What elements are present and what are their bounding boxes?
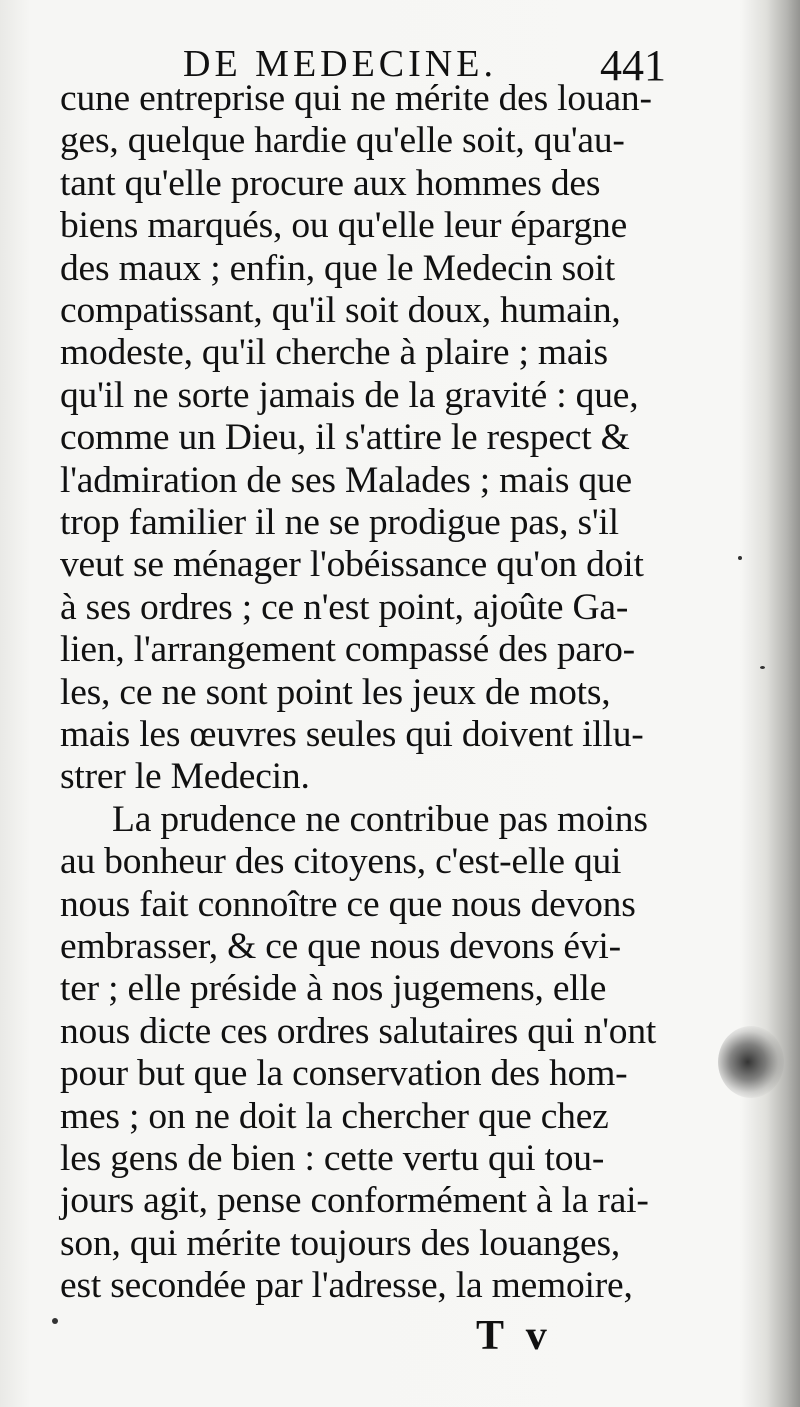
text-line: au bonheur des citoyens, c'est-elle qui — [60, 841, 622, 883]
text-line: trop familier il ne se prodigue pas, s'il — [60, 502, 619, 543]
text-line: tant qu'elle procure aux hommes des — [60, 162, 601, 204]
text-line: modeste, qu'il cherche à plaire ; mais — [60, 332, 608, 374]
text-line: compatissant, qu'il soit doux, humain, — [60, 290, 621, 331]
text-line: mais les œuvres seules qui doivent illu- — [60, 714, 644, 755]
text-line: les gens de bien : cette vertu qui tou- — [60, 1138, 605, 1179]
text-line: les, ce ne sont point les jeux de mots, — [60, 671, 611, 713]
text-line: veut se ménager l'obéissance qu'on doit — [60, 544, 644, 586]
signature-mark: T v — [476, 1313, 553, 1359]
text-line: son, qui mérite toujours des louanges, — [60, 1222, 621, 1264]
text-line: ter ; elle préside à nos jugemens, elle — [60, 968, 607, 1010]
text-line: jours agit, pense conformément à la rai- — [60, 1180, 649, 1222]
text-line: comme un Dieu, il s'attire le respect & — [60, 417, 630, 459]
text-line: pour but que la conservation des hom- — [60, 1053, 628, 1095]
running-title: DE MEDECINE. — [183, 43, 497, 85]
text-line: qu'il ne sorte jamais de la gravité : que, — [60, 374, 639, 416]
page-number: 441 — [600, 41, 666, 90]
text-line: biens marqués, ou qu'elle leur épargne — [60, 205, 628, 247]
text-line: cune entreprise qui ne mérite des louan- — [60, 78, 652, 119]
text-line: embrasser, & ce que nous devons évi- — [60, 926, 621, 967]
text-line: mes ; on ne doit la chercher que chez — [60, 1095, 609, 1137]
text-line: est secondée par l'adresse, la memoire, — [60, 1265, 633, 1307]
text-line: nous fait connoître ce que nous devons — [60, 883, 636, 925]
text-line: à ses ordres ; ce n'est point, ajoûte Ga- — [60, 586, 629, 628]
page-spine-shadow — [766, 0, 800, 1407]
text-line: l'admiration de ses Malades ; mais que — [60, 459, 632, 501]
text-line: ges, quelque hardie qu'elle soit, qu'au- — [60, 120, 625, 162]
ink-speck — [738, 556, 742, 560]
ink-blot-stain — [718, 1026, 784, 1098]
text-line: des maux ; enfin, que le Medecin soit — [60, 247, 615, 289]
text-line: strer le Medecin. — [60, 756, 310, 798]
text-line: lien, l'arrangement compassé des paro- — [60, 629, 635, 671]
ink-speck — [52, 1318, 58, 1324]
ink-speck — [760, 666, 765, 669]
text-line: La prudence ne contribue pas moins — [112, 798, 648, 840]
text-line: nous dicte ces ordres salutaires qui n'ont — [60, 1010, 657, 1052]
